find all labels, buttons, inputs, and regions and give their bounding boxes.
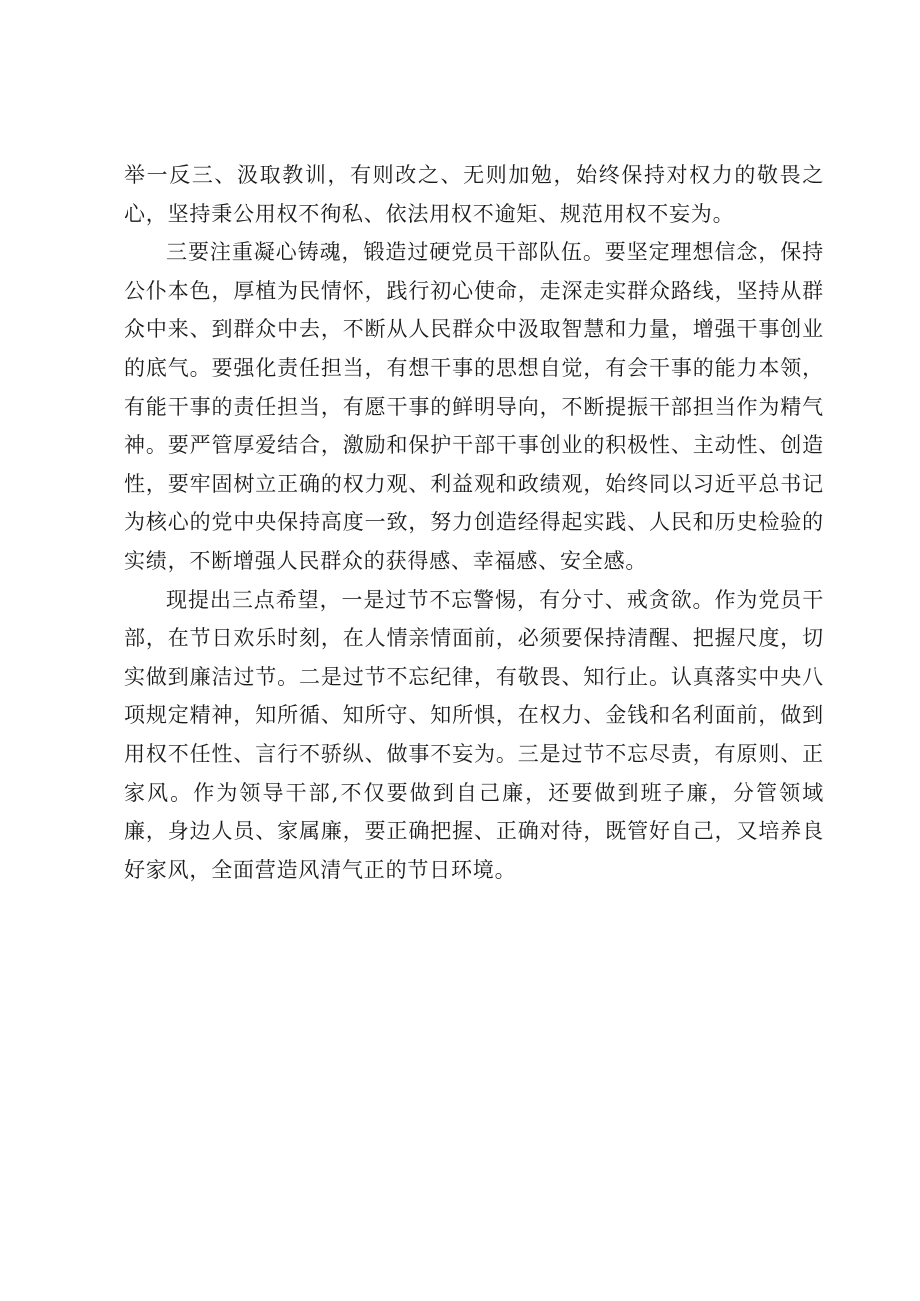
paragraph-3: 现提出三点希望，一是过节不忘警惕，有分寸、戒贪欲。作为党员干部，在节日欢乐时刻，在人情亲情面前，必须要保持清醒、把握尺度，切实做到廉洁过节。二是过节不忘纪律，有敬畏、知行止。认真落实中央八项规定精神，知所循、知所守、知所惧，在权力、金钱和名利面前，做到用权不任性、言行不骄纵、做事不妄为。三是过节不忘尽责，有原则、正家风。作为领导干部,不仅要做到自己廉，还要做到班子廉，分管领域廉，身边人员、家属廉，要正确把握、正确对待，既管好自己，又培养良好家风，全面营造风清气正的节日环境。 bbox=[124, 587, 824, 882]
paragraph-2: 三要注重凝心铸魂，锻造过硬党员干部队伍。要坚定理想信念，保持公仆本色，厚植为民情怀，践行初心使命，走深走实群众路线，坚持从群众中来、到群众中去，不断从人民群众中汲取智慧和力量，增强干事创业的底气。要强化责任担当，有想干事的思想自觉，有会干事的能力本领，有能干事的责任担当，有愿干事的鲜明导向，不断提振干部担当作为精气神。要严管厚爱结合，激励和保护干部干事创业的积极性、主动性、创造性，要牢固树立正确的权力观、利益观和政绩观，始终同以习近平总书记为核心的党中央保持高度一致，努力创造经得起实践、人民和历史检验的实绩，不断增强人民群众的获得感、幸福感、安全感。 bbox=[124, 240, 824, 573]
document-body bbox=[124, 156, 824, 889]
paragraph-1: 举一反三、汲取教训，有则改之、无则加勉，始终保持对权力的敬畏之心，坚持秉公用权不徇私、依法用权不逾矩、规范用权不妄为。 bbox=[124, 163, 824, 226]
